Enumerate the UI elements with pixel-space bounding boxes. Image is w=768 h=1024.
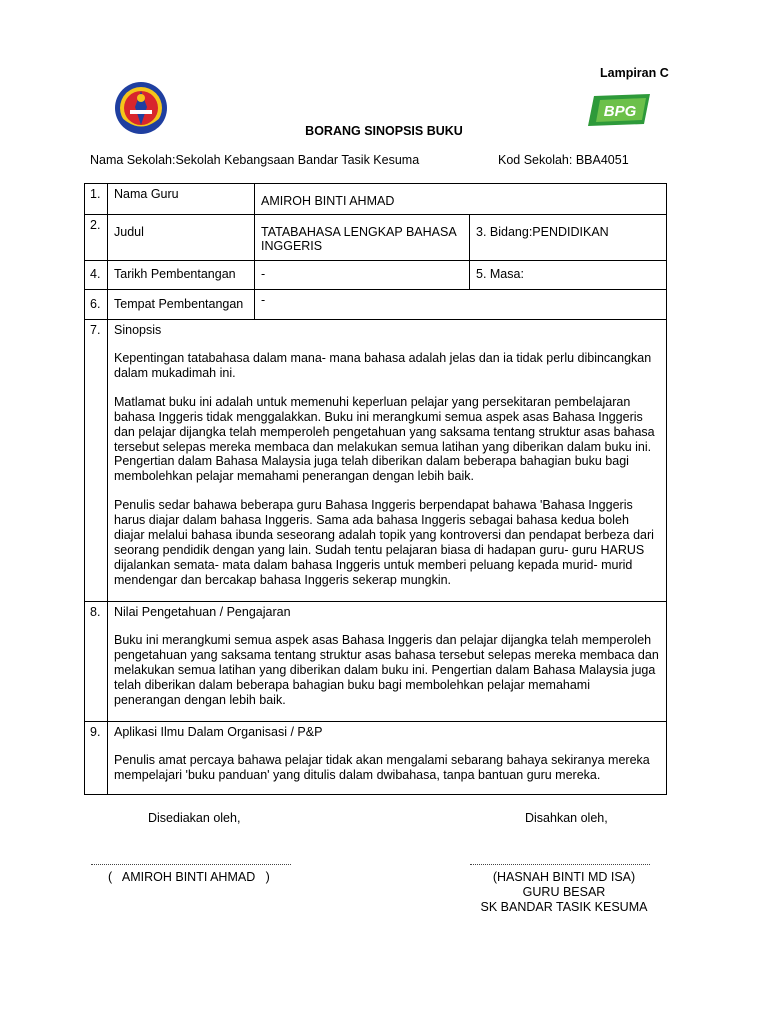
row-presentation-date <box>85 261 667 290</box>
lampiran-label: Lampiran C <box>600 66 669 80</box>
approved-by-label: Disahkan oleh, <box>525 811 608 825</box>
school-code-line: Kod Sekolah: BBA4051 <box>498 153 629 167</box>
approved-title: GURU BESAR <box>522 885 606 899</box>
row-application <box>85 722 667 795</box>
knowledge-cell <box>108 602 667 722</box>
bpg-logo <box>586 92 652 128</box>
row-presentation-place <box>85 290 667 320</box>
row-label: Tarikh Pembentangan <box>108 261 255 290</box>
row-label: Nama Guru <box>108 184 255 215</box>
paragraph: Matlamat buku ini adalah untuk memenuhi keperluan pelajar yang persekitaran pembelajaran bahasa Inggeris tidak menggalakkan. Buku ini merangkumi semua aspek asas Bahasa Inggeris dan pelajar dijangka telah memperoleh pengetahuan yang saksama tentang struktur asas bahasa tersebut selepas mereka membaca dan melakukan semua latihan yang diberikan dalam buku ini. Pengertian dalam Bahasa Malaysia juga telah diberikan dalam beberapa bahagian buku bagi membolehkan pelajar memahami penerangan dengan lebih baik. <box>114 394 655 484</box>
section-heading: Sinopsis <box>114 323 162 337</box>
synopsis-form-table <box>84 183 667 795</box>
row-number: 4. <box>85 261 108 290</box>
row-title <box>85 215 667 261</box>
prepared-name: ( AMIROH BINTI AHMAD ) <box>108 870 270 884</box>
place-value: - <box>255 290 667 320</box>
row-number: 1. <box>85 184 108 215</box>
form-title: BORANG SINOPSIS BUKU <box>305 124 463 138</box>
school-name-line: Nama Sekolah:Sekolah Kebangsaan Bandar Tasik Kesuma <box>90 153 420 167</box>
row-number: 6. <box>85 290 108 320</box>
row-knowledge-value <box>85 602 667 722</box>
paragraph: Penulis amat percaya bahawa pelajar tidak akan mengalami sebarang bahaya sekiranya mereka mempelajari 'buku panduan' yang ditulis dalam dwibahasa, tanpa bantuan guru mereka. <box>114 753 650 782</box>
prepared-by-label: Disediakan oleh, <box>148 811 241 825</box>
row-number: 8. <box>85 602 108 722</box>
paragraph: Kepentingan tatabahasa dalam mana- mana bahasa adalah jelas dan ia tidak perlu dibincangkan dalam mukadimah ini. <box>114 351 652 380</box>
teacher-name-value: AMIROH BINTI AHMAD <box>255 184 667 215</box>
row-number: 9. <box>85 722 108 795</box>
application-cell <box>108 722 667 795</box>
signature-line-approved <box>470 863 650 865</box>
row-teacher-name <box>85 184 667 215</box>
row-synopsis <box>85 320 667 602</box>
paragraph: Buku ini merangkumi semua aspek asas Bahasa Inggeris dan pelajar dijangka telah memperoleh pengetahuan yang saksama tentang struktur asas bahasa tersebut selepas mereka membaca dan melakukan semua latihan yang diberikan dalam buku ini. Pengertian dalam Bahasa Malaysia juga telah diberikan dalam beberapa bahagian buku bagi membolehkan pelajar memahami penerangan dengan lebih baik. <box>114 633 659 707</box>
approved-signatory <box>440 870 688 915</box>
book-title-value: TATABAHASA LENGKAP BAHASA INGGERIS <box>255 215 470 261</box>
row-number: 2. <box>85 215 108 261</box>
row-label: Tempat Pembentangan <box>108 290 255 320</box>
approved-school: SK BANDAR TASIK KESUMA <box>480 900 648 914</box>
signature-line-prepared <box>91 863 291 865</box>
row-label: Judul <box>108 215 255 261</box>
field-value: 3. Bidang:PENDIDIKAN <box>470 215 667 261</box>
section-heading: Aplikasi Ilmu Dalam Organisasi / P&P <box>114 725 323 739</box>
approved-name: (HASNAH BINTI MD ISA) <box>492 870 636 884</box>
paragraph: Penulis sedar bahawa beberapa guru Bahasa Inggeris berpendapat bahawa 'Bahasa Inggeris harus diajar dalam bahasa Inggeris. Sama ada bahasa Inggeris sebagai bahasa kedua boleh diajar melalui bahasa ibunda seseorang adalah topik yang kontroversi dan pendapat berbeza dari seorang pendidik dengan yang lain. Sudah tentu pelajaran biasa di hadapan guru- guru HARUS dijalankan semata- mata dalam bahasa Inggeris untuk memberi peluang kepada murid- murid mendengar dan bercakap bahasa Inggeris sekerap mungkin. <box>114 498 654 587</box>
time-label: 5. Masa: <box>470 261 667 290</box>
bpg-logo-text: BPG <box>603 103 637 120</box>
row-number: 7. <box>85 320 108 602</box>
section-heading: Nilai Pengetahuan / Pengajaran <box>114 605 291 619</box>
date-value: - <box>255 261 470 290</box>
synopsis-cell <box>108 320 667 602</box>
